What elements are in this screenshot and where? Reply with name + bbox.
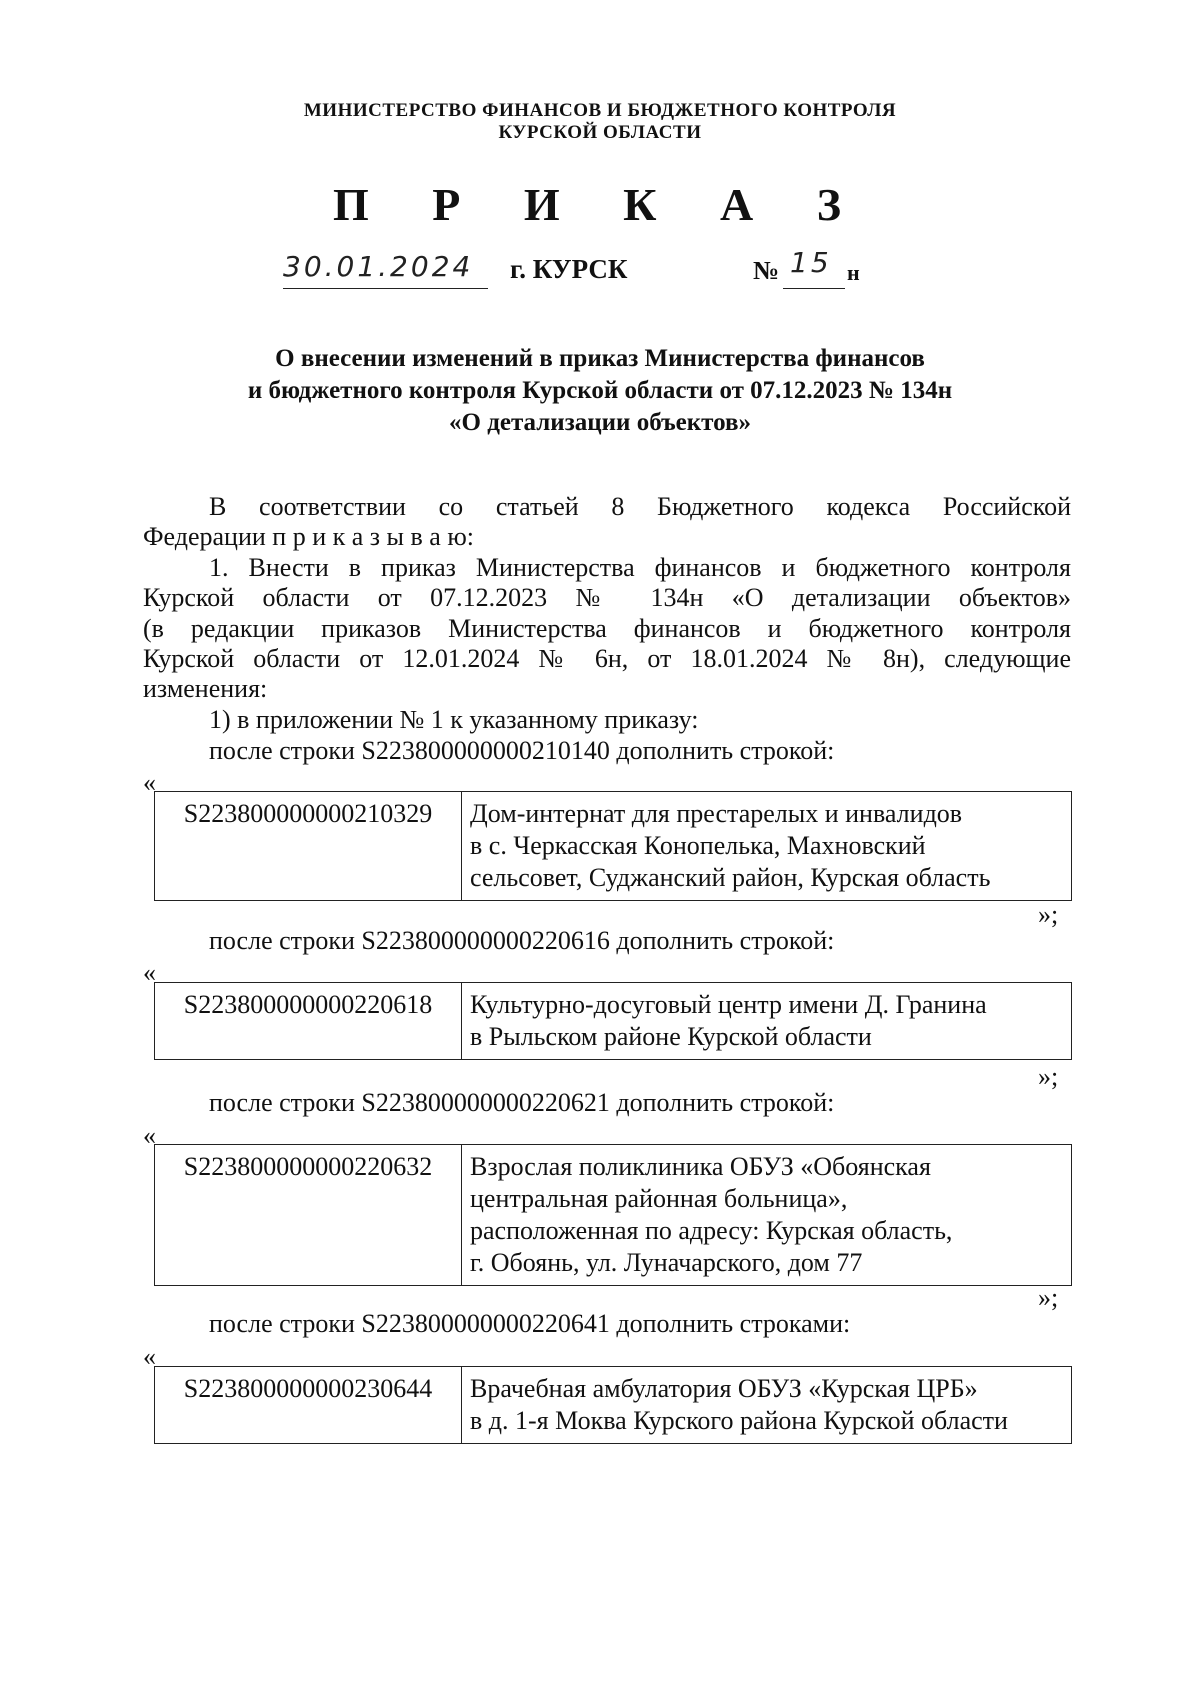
table-row	[155, 792, 1072, 901]
description-line: в с. Черкасская Конопелька, Махновский	[470, 831, 926, 860]
object-code: S223800000000220618	[155, 983, 462, 1060]
paragraph-2-line2: Курской области от 07.12.2023 № 134н «О детализации объектов»	[143, 583, 1071, 612]
subject-line1: О внесении изменений в приказ Министерства финансов	[275, 345, 925, 372]
object-code: S223800000000210329	[155, 792, 462, 901]
object-table	[154, 791, 1072, 901]
table-row	[155, 983, 1072, 1060]
number-prefix: №	[753, 256, 780, 285]
closing-quote: »;	[1038, 1283, 1059, 1312]
object-description	[462, 1367, 1072, 1444]
object-description	[462, 792, 1072, 901]
insertion-intro: после строки S223800000000220621 дополнить строкой:	[209, 1088, 835, 1117]
paragraph-3: 1) в приложении № 1 к указанному приказу:	[209, 705, 699, 734]
object-code: S223800000000220632	[155, 1145, 462, 1286]
paragraph-1-line2: Федерации п р и к а з ы в а ю:	[143, 522, 474, 551]
description-line: Взрослая поликлиника ОБУЗ «Обоянская	[470, 1152, 931, 1181]
table-row	[155, 1145, 1072, 1286]
description-line: Дом-интернат для престарелых и инвалидов	[470, 799, 963, 828]
description-line: центральная районная больница»,	[470, 1184, 848, 1213]
description-line: г. Обоянь, ул. Луначарского, дом 77	[470, 1248, 863, 1277]
opening-quote: «	[143, 1121, 156, 1150]
description-line: Культурно-досуговый центр имени Д. Гранина	[470, 990, 987, 1019]
opening-quote: «	[143, 1342, 156, 1371]
document-type-title: П Р И К А З	[332, 179, 867, 230]
document-city: г. КУРСК	[510, 254, 628, 284]
document-number: 15	[790, 246, 832, 279]
opening-quote: «	[143, 768, 156, 797]
paragraph-1-line1: В соответствии со статьей 8 Бюджетного кодекса Российской	[209, 492, 1071, 521]
object-table	[154, 1144, 1072, 1286]
paragraph-2-line3: (в редакции приказов Министерства финансов и бюджетного контроля	[143, 614, 1071, 643]
closing-quote: »;	[1038, 1062, 1059, 1091]
insertion-intro: после строки S223800000000220616 дополнить строкой:	[209, 926, 835, 955]
date-underline	[283, 288, 488, 289]
document-date: 30.01.2024	[283, 250, 474, 283]
subject-line2: и бюджетного контроля Курской области от 07.12.2023 № 134н	[247, 377, 953, 404]
table-row	[155, 1367, 1072, 1444]
opening-quote: «	[143, 958, 156, 987]
insertion-intro: после строки S223800000000220641 дополнить строками:	[209, 1309, 851, 1338]
number-suffix: н	[847, 260, 860, 285]
ministry-name-line2: КУРСКОЙ ОБЛАСТИ	[498, 122, 702, 143]
ministry-name-line1: МИНИСТЕРСТВО ФИНАНСОВ И БЮДЖЕТНОГО КОНТРОЛЯ	[303, 100, 897, 121]
description-line: сельсовет, Суджанский район, Курская область	[470, 863, 991, 892]
paragraph-2-line5: изменения:	[143, 674, 268, 703]
description-line: Врачебная амбулатория ОБУЗ «Курская ЦРБ»	[470, 1374, 978, 1403]
object-table	[154, 982, 1072, 1060]
insertion-intro: после строки S223800000000210140 дополнить строкой:	[209, 736, 835, 765]
object-description	[462, 983, 1072, 1060]
paragraph-2-line1: 1. Внести в приказ Министерства финансов и бюджетного контроля	[209, 553, 1071, 582]
description-line: расположенная по адресу: Курская область,	[470, 1216, 953, 1245]
closing-quote: »;	[1038, 900, 1059, 929]
number-underline	[783, 288, 845, 289]
description-line: в д. 1-я Моква Курского района Курской области	[470, 1406, 1008, 1435]
description-line: в Рыльском районе Курской области	[470, 1022, 872, 1051]
subject-line3: «О детализации объектов»	[449, 409, 751, 436]
paragraph-2-line4: Курской области от 12.01.2024 № 6н, от 18.01.2024 № 8н), следующие	[143, 644, 1071, 673]
object-table	[154, 1366, 1072, 1444]
object-description	[462, 1145, 1072, 1286]
object-code: S223800000000230644	[155, 1367, 462, 1444]
